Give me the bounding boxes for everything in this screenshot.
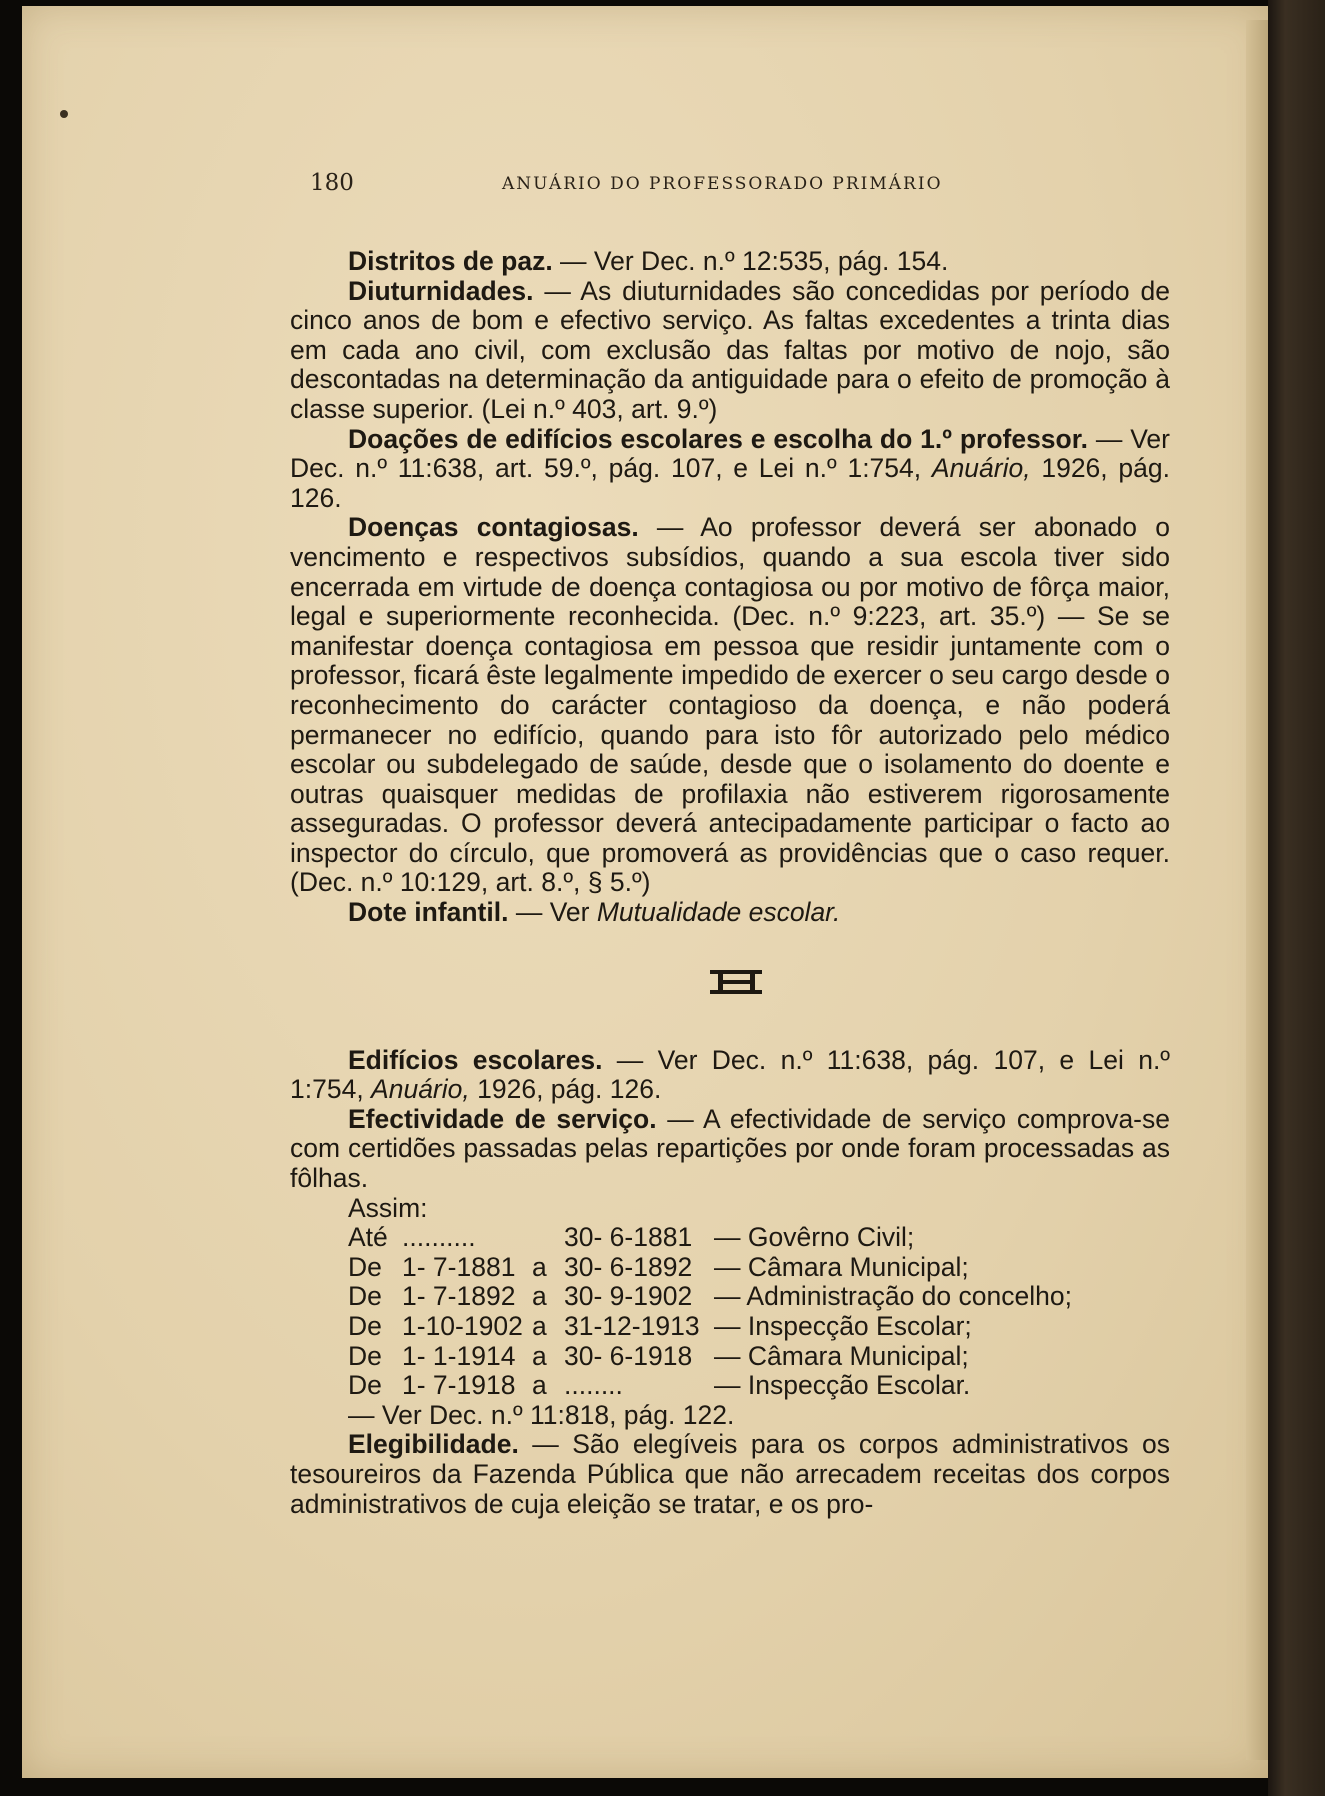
entry-text: — Ver [508,897,597,928]
entry-italic: Mutualidade escolar. [596,897,841,928]
entry-diuturnidades [290,277,1170,425]
entry-text-after: 1926, pág. 126. [290,453,1170,513]
entry-text: — Ao professor deverá ser abonado o vencimento e respectivos subsídios, quando a sua escola tiver sido encerrada em virtude de doença contagiosa ou por motivo de fôrça maior, legal e superiormente reconhecida. (Dec. n.º 9:223, art. 35.º) — Se se manifestar doença contagiosa em pessoa que residir juntamente com o professor, ficará êste legalmente impedido de exercer o seu cargo desde o reconhecimento do carácter contagioso da doença, e não poderá permanecer no edifício, quando para isto fôr autorizado pelo médico escolar ou subdelegado de saúde, desde que o isolamento do doente e outras quaisquer medidas de profilaxia não estiverem rigorosamente asseguradas. O professor deverá antecipadamente participar o facto ao inspector do círculo, que promoverá as providências que o caso requer. (Dec. n.º 10:129, art. 8.º, § 5.º) [290,512,1170,898]
entry-text: — As diuturnidades são concedidas por período de cinco anos de bom e efectivo serviço. As faltas excedentes a trinta dias em cada ano civil, com exclusão das faltas por motivo de nojo, são descontadas na determinação da antiguidade para o efeito de promoção à classe superior. (Lei n.º 403, art. 9.º) [290,275,1170,424]
ver-dec-line: — Ver Dec. n.º 11:818, pág. 122. [348,1399,735,1430]
entry-text: — Ver Dec. n.º 11:638, pág. 107, e Lei n.º 1:754, [290,1044,1170,1105]
entry-text: — Ver Dec. n.º 12:535, pág. 154. [552,246,949,276]
page-number: 180 [310,170,354,196]
entry-term: Efectividade de serviço. [348,1103,657,1134]
assim-label: Assim: [348,1192,428,1223]
table-row: De 1- 7-1881 a 30- 6-1892 — Câmara Municipal; [348,1251,969,1282]
table-row: Até .......... 30- 6-1881 — Govêrno Civil; [348,1222,915,1253]
entry-distritos [290,247,1170,277]
table-row: De 1- 7-1892 a 30- 9-1902 — Administração do concelho; [348,1281,1072,1312]
entry-edificios [290,1046,1170,1105]
entry-italic: Anuário, [931,453,1031,484]
table-row: De 1- 1-1914 a 30- 6-1918 — Câmara Municipal; [348,1340,969,1371]
page-edge [1246,20,1270,1760]
entry-elegibilidade [290,1430,1170,1519]
entry-efectividade [290,1105,1170,1194]
entry-dote [290,898,1170,928]
entry-text-after: 1926, pág. 126. [469,1074,662,1105]
entry-doacoes [290,425,1170,514]
book-spine [1268,0,1325,1796]
entry-term: Distritos de paz. [348,246,553,276]
letter-e-ornament-icon [710,970,762,994]
table-row: De 1-10-1902 a 31-12-1913 — Inspecção Escolar; [348,1311,972,1341]
entry-term: Dote infantil. [348,897,509,928]
table-row: De 1- 7-1918 a ........ — Inspecção Escolar. [348,1370,971,1401]
entry-text: — A efectividade de serviço comprova-se com certidões passadas pelas repartições por onde foram processadas as fôlhas. [290,1103,1170,1194]
entry-doencas [290,513,1170,898]
entry-term: Doenças contagiosas. [348,512,639,543]
ink-spot [60,110,68,118]
running-title: ANUÁRIO DO PROFESSORADO PRIMÁRIO [502,174,943,194]
entry-italic: Anuário, [371,1074,470,1105]
service-table [290,1223,1170,1401]
entry-term: Edifícios escolares. [348,1044,603,1075]
entry-term: Diuturnidades. [348,275,534,306]
entry-term: Elegibilidade. [348,1429,519,1460]
entry-text: — Ver Dec. n.º 11:638, art. 59.º, pág. 107, e Lei n.º 1:754, [290,423,1170,484]
page-header [22,170,1268,200]
entry-term: Doações de edifícios escolares e escolha do 1.º professor. [348,423,1088,454]
entry-text: — São elegíveis para os corpos administrativos os tesoureiros da Fazenda Pública que não arrecadem receitas dos corpos administrativos de cuja eleição se tratar, e os pro- [290,1429,1170,1519]
body-text [290,247,1170,1519]
section-letter-e [290,928,1170,1046]
